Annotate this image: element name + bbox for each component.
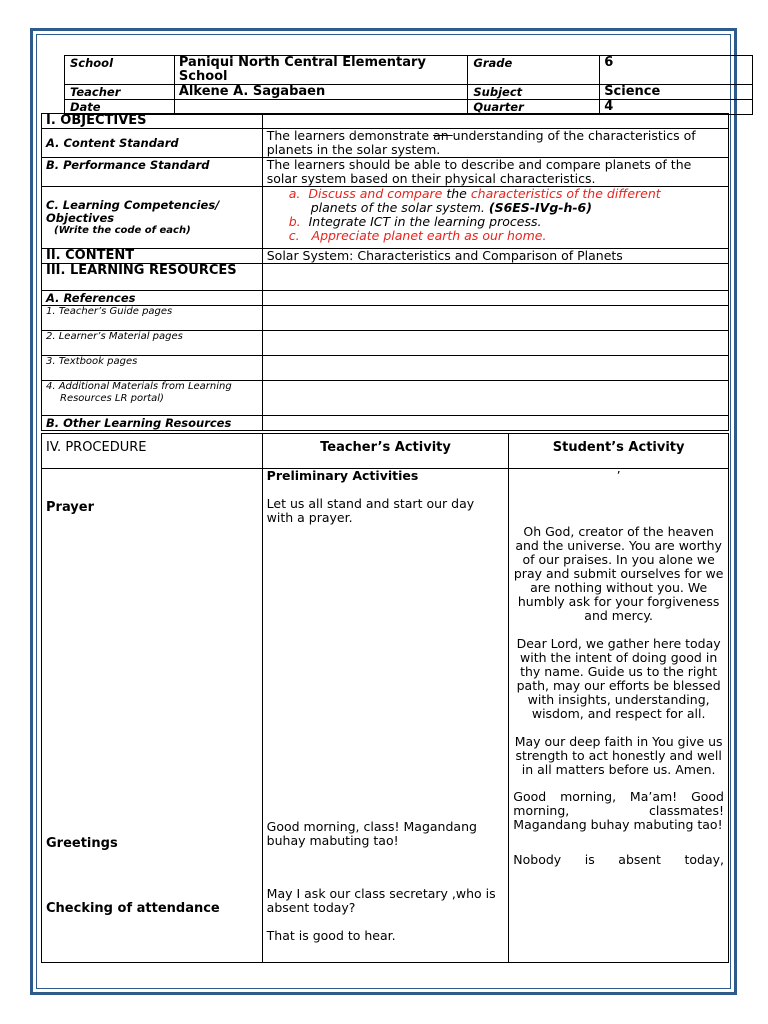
additional-materials-label: 4. Additional Materials from Learning Resources LR portal) [42,381,263,416]
content-label: II. CONTENT [42,249,263,264]
prayer-student-p1: Oh God, creator of the heaven and the universe. You are worthy of our praises. In you alone we pray and submit ourselves for we are nothing without you. We humbly ask for your forgiveness and mercy. [513,524,724,623]
grade-value: 6 [600,56,753,85]
subject-label: Subject [468,85,600,100]
competency-a-line2: planets of the solar system. (S6ES-IVg-h-6) [310,200,592,215]
preliminary-activities: Preliminary Activities [266,468,419,483]
student-mark: ’ [616,468,621,483]
competencies-label: C. Learning Competencies/ Objectives [46,197,220,225]
greetings-teacher-text: Good morning, class! Magandang buhay mabuting tao! [266,819,477,848]
references-label: A. References [42,291,263,306]
greetings-label: Greetings [46,836,118,851]
attendance-student-text: Nobody is absent today, [513,852,724,867]
prayer-student-p3: May our deep faith in You give us strength to act honestly and well in all matters before us. Amen. [514,734,723,777]
school-label: School [65,56,175,85]
procedure-title: IV. PROCEDURE [42,434,263,469]
attendance-label: Checking of attendance [46,901,220,916]
teacher-label: Teacher [65,85,175,100]
learners-material-label: 2. Learner’s Material pages [42,331,263,356]
teachers-guide-label: 1. Teacher’s Guide pages [42,306,263,331]
resources-title: III. LEARNING RESOURCES [42,264,263,291]
competency-a: a. Discuss and compare the characteristics of the different [288,186,661,201]
objectives-title: I. OBJECTIVES [42,114,263,129]
subject-value: Science [600,85,753,100]
grade-label: Grade [468,56,600,85]
student-activity-header: Student’s Activity [509,434,729,469]
competencies-label-cell [42,187,263,249]
attendance-teacher-text: May I ask our class secretary ,who is absent today? [266,886,496,915]
competencies-note: (Write the code of each) [54,224,191,236]
competencies-value [262,187,728,249]
header-table [64,55,753,115]
prayer-student-p2: Dear Lord, we gather here today with the intent of doing good in thy name. Guide us to the right path, may our efforts be blessed with insights, understanding, wisdom, and respect for all. [516,636,721,721]
student-activity-cell [509,469,729,963]
content-standard-value: The learners demonstrate an understanding of the characteristics of planets in the solar system. [262,129,728,158]
prayer-label: Prayer [46,500,95,515]
other-resources-label: B. Other Learning Resources [42,416,263,431]
school-value: Paniqui North Central Elementary School [174,56,468,85]
quarter-value: 4 [600,100,753,115]
attendance-teacher-text-2: That is good to hear. [266,928,396,943]
textbook-label: 3. Textbook pages [42,356,263,381]
performance-standard-label: B. Performance Standard [42,158,263,187]
competency-c: c. Appreciate planet earth as our home. [288,228,547,243]
performance-standard-value: The learners should be able to describe and compare planets of the solar system based on their physical characteristics. [262,158,728,187]
greetings-student-text: Good morning, Ma’am! Good morning, classmates! Magandang buhay mabuting tao! [513,789,724,832]
content-value: Solar System: Characteristics and Comparison of Planets [262,249,728,264]
teacher-activity-header: Teacher’s Activity [262,434,509,469]
content-standard-label: A. Content Standard [42,129,263,158]
competency-b: b. Integrate ICT in the learning process. [288,214,542,229]
teacher-value: Alkene A. Sagabaen [174,85,468,100]
procedure-labels-cell [42,469,263,963]
objectives-table [41,113,729,431]
quarter-label: Quarter [468,100,600,115]
procedure-table [41,433,729,963]
date-label: Date [65,100,175,115]
teacher-activity-cell [262,469,509,963]
prayer-teacher-text: Let us all stand and start our day with a prayer. [266,496,475,525]
